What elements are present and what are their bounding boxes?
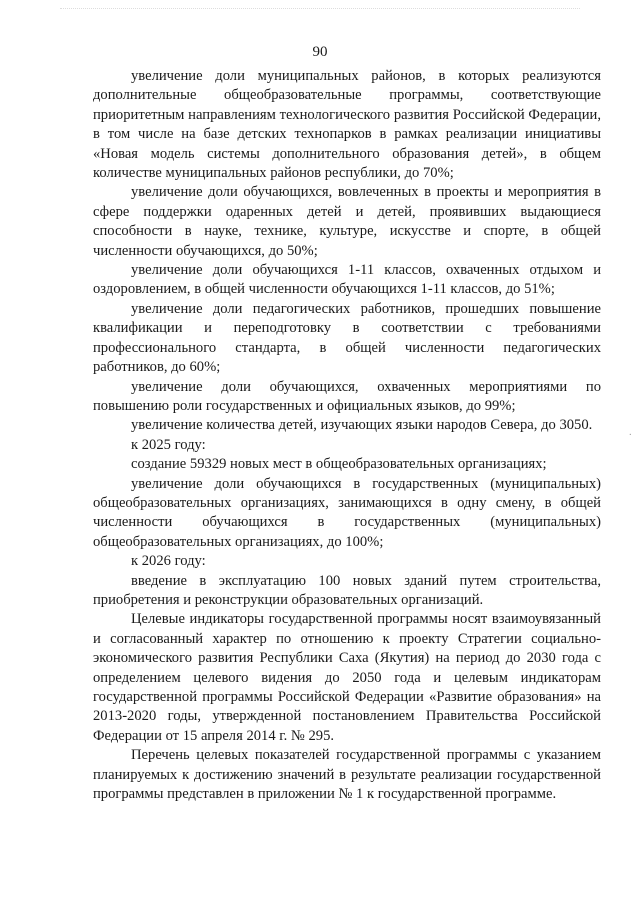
heading-by-2026: к 2026 году: — [131, 553, 206, 570]
document-body — [93, 67, 601, 804]
paragraph-target-indicators: Целевые индикаторы государственной программы носят взаимоувязанный и согласованный характер по отношению к проекту Стратегии социально-экономического развития Республики Саха (Якутия) на период до 2030 года с определением целевого видения до 2050 года и целевым индикаторам государственной программы Российской Федерации «Развитие образования» на 2013-2020 годы, утвержденной постановлением Правительства Российской Федерации от 15 апреля 2014 г. № 295. — [93, 611, 601, 744]
paragraph-new-buildings: введение в эксплуатацию 100 новых зданий путем строительства, приобретения и реконструкции образовательных организаций. — [93, 572, 601, 608]
paragraph-single-shift: увеличение доли обучающихся в государственных (муниципальных) общеобразовательных организациях, занимающихся в одну смену, в общей численности обучающихся в государственных (муниципальных) общеобразовательных организациях, до 100%; — [93, 475, 601, 550]
paragraph-new-places: создание 59329 новых мест в общеобразовательных организациях; — [131, 456, 547, 473]
paragraph-teacher-qualification: увеличение доли педагогических работников, прошедших повышение квалификации и переподготовку в соответствии с требованиями профессионального стандарта, в общей численности педагогических работников, до 60%; — [93, 300, 601, 376]
paragraph-northern-languages: увеличение количества детей, изучающих языки народов Севера, до 3050. — [131, 417, 593, 434]
heading-by-2025: к 2025 году: — [131, 436, 206, 453]
paragraph-indicator-list: Перечень целевых показателей государственной программы с указанием планируемых к достижению значений в результате реализации государственной программы представлен в приложении № 1 к государственной программе. — [93, 747, 601, 803]
paragraph-state-languages: увеличение доли обучающихся, охваченных мероприятиями по повышению роли государственных и официальных языков, до 99%; — [93, 378, 601, 414]
paragraph-recreation: увеличение доли обучающихся 1-11 классов, охваченных отдыхом и оздоровлением, в общей численности обучающихся 1-11 классов, до 51%; — [93, 262, 601, 298]
paragraph-gifted-children: увеличение доли обучающихся, вовлеченных в проекты и мероприятия в сфере поддержки одаренных детей и детей, проявивших выдающиеся способности в науке, технике, культуре, искусстве и спорте, в общей численности обучающихся, до 50%; — [93, 184, 601, 259]
scan-artifact-line — [60, 8, 580, 11]
paragraph-municipal-districts: увеличение доли муниципальных районов, в которых реализуются дополнительные общеобразовательные программы, соответствующие приоритетным направлениям технологического развития Российской Федерации, в том числе на базе детских технопарков в рамках реализации инициативы «Новая модель системы дополнительного образования детей», в общем количестве муниципальных районов республики, до 70%; — [93, 68, 601, 182]
margin-tick-mark: · — [628, 430, 632, 441]
page-number: 90 — [312, 44, 328, 60]
